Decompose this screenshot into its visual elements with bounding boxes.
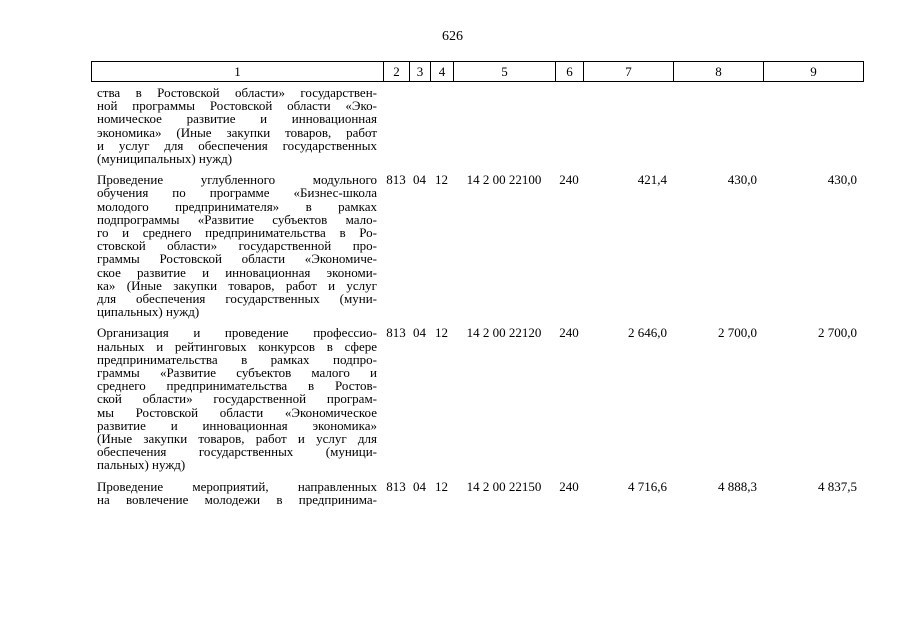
header-col-1: 1 [92, 62, 384, 82]
header-col-4: 4 [431, 62, 454, 82]
header-col-9: 9 [764, 62, 864, 82]
description-line: ципальных) нужд) [97, 304, 200, 320]
description-line: Проведение мероприятий, направленных [97, 479, 377, 494]
description-line: для обеспечения государственных (муни- [97, 291, 377, 307]
row-amount-8: 430,0 [727, 173, 757, 188]
description-line: (Иные закупки товаров, работ и услуг для [97, 431, 377, 447]
row-amount-9: 430,0 [827, 173, 857, 188]
table-row [91, 326, 863, 479]
row-amount-9 [763, 86, 863, 173]
description-line: ской области» государственной програм- [97, 391, 377, 407]
row-amount-8 [673, 86, 763, 173]
description-line: номическое развитие и инновационная [97, 111, 377, 127]
budget-table [91, 86, 863, 506]
row-target-code: 14 2 00 22100 [466, 173, 542, 188]
description-line: обучения по программе «Бизнес-школа [97, 185, 377, 201]
description-line: молодого предпринимателя» в рамках [97, 198, 377, 214]
description-line: ства в Ростовской области» государствен- [97, 86, 377, 100]
header-col-5: 5 [454, 62, 556, 82]
row-subsection-code [430, 86, 453, 173]
row-amount-7: 421,4 [637, 173, 667, 188]
description-line: стовской области» государственной про- [97, 238, 377, 254]
description-line: предпринимательства в рамках подпро- [97, 351, 377, 367]
row-amount-8: 2 700,0 [718, 326, 757, 341]
row-expense-type [555, 86, 583, 173]
table-row [91, 173, 863, 326]
row-amount-9: 2 700,0 [818, 326, 857, 341]
description-line: обеспечения государственных (муници- [97, 444, 377, 460]
table-row [91, 480, 863, 506]
row-ministry-code: 813 [386, 173, 406, 188]
row-expense-type: 240 [559, 326, 579, 341]
row-expense-type: 240 [559, 173, 579, 188]
header-col-3: 3 [410, 62, 431, 82]
description-line: го и среднего предпринимательства в Ро- [97, 225, 377, 241]
description-line: Организация и проведение профессио- [97, 326, 377, 341]
description-line: экономика» (Иные закупки товаров, работ [97, 124, 377, 140]
header-col-6: 6 [556, 62, 584, 82]
header-col-7: 7 [584, 62, 674, 82]
row-target-code [453, 86, 555, 173]
row-ministry-code: 813 [386, 326, 406, 341]
row-amount-7: 4 716,6 [628, 479, 667, 494]
row-amount-9: 4 837,5 [818, 479, 857, 494]
description-line: и услуг для обеспечения государственных [97, 137, 377, 153]
row-section-code: 04 [413, 479, 426, 494]
row-amount-8: 4 888,3 [718, 479, 757, 494]
header-col-8: 8 [674, 62, 764, 82]
page-number: 626 [442, 29, 463, 44]
row-subsection-code: 12 [435, 326, 448, 341]
row-amount-7: 2 646,0 [628, 326, 667, 341]
table-row [91, 86, 863, 173]
row-expense-type: 240 [559, 479, 579, 494]
row-ministry-code [383, 86, 409, 173]
description-line: на вовлечение молодежи в предпринима- [97, 491, 377, 507]
row-description [91, 173, 383, 326]
description-line: ское развитие и инновационная экономи- [97, 264, 377, 280]
description-line: граммы Ростовской области «Экономиче- [97, 251, 377, 267]
description-line: Проведение углубленного модульного [97, 173, 377, 188]
header-col-2: 2 [384, 62, 410, 82]
description-line: нальных и рейтинговых конкурсов в сфере [97, 338, 377, 354]
description-line: среднего предпринимательства в Ростов- [97, 378, 377, 394]
description-line: (муниципальных) нужд) [97, 151, 233, 167]
row-amount-7 [583, 86, 673, 173]
row-description [91, 480, 383, 506]
row-target-code: 14 2 00 22150 [466, 479, 542, 494]
table-header [91, 61, 864, 82]
row-section-code: 04 [413, 173, 426, 188]
description-line: пальных) нужд) [97, 457, 186, 473]
row-subsection-code: 12 [435, 173, 448, 188]
row-description [91, 86, 383, 173]
row-description [91, 326, 383, 479]
row-section-code: 04 [413, 326, 426, 341]
description-line: подпрограммы «Развитие субъектов мало- [97, 211, 377, 227]
description-line: развитие и инновационная экономика» [97, 417, 377, 433]
row-ministry-code: 813 [386, 479, 406, 494]
row-section-code [409, 86, 430, 173]
description-line: ной программы Ростовской области «Эко- [97, 98, 377, 114]
description-line: ка» (Иные закупки товаров, работ и услуг [97, 277, 377, 293]
row-subsection-code: 12 [435, 479, 448, 494]
description-line: граммы «Развитие субъектов малого и [97, 365, 377, 381]
description-line: мы Ростовской области «Экономическое [97, 404, 377, 420]
row-target-code: 14 2 00 22120 [466, 326, 542, 341]
